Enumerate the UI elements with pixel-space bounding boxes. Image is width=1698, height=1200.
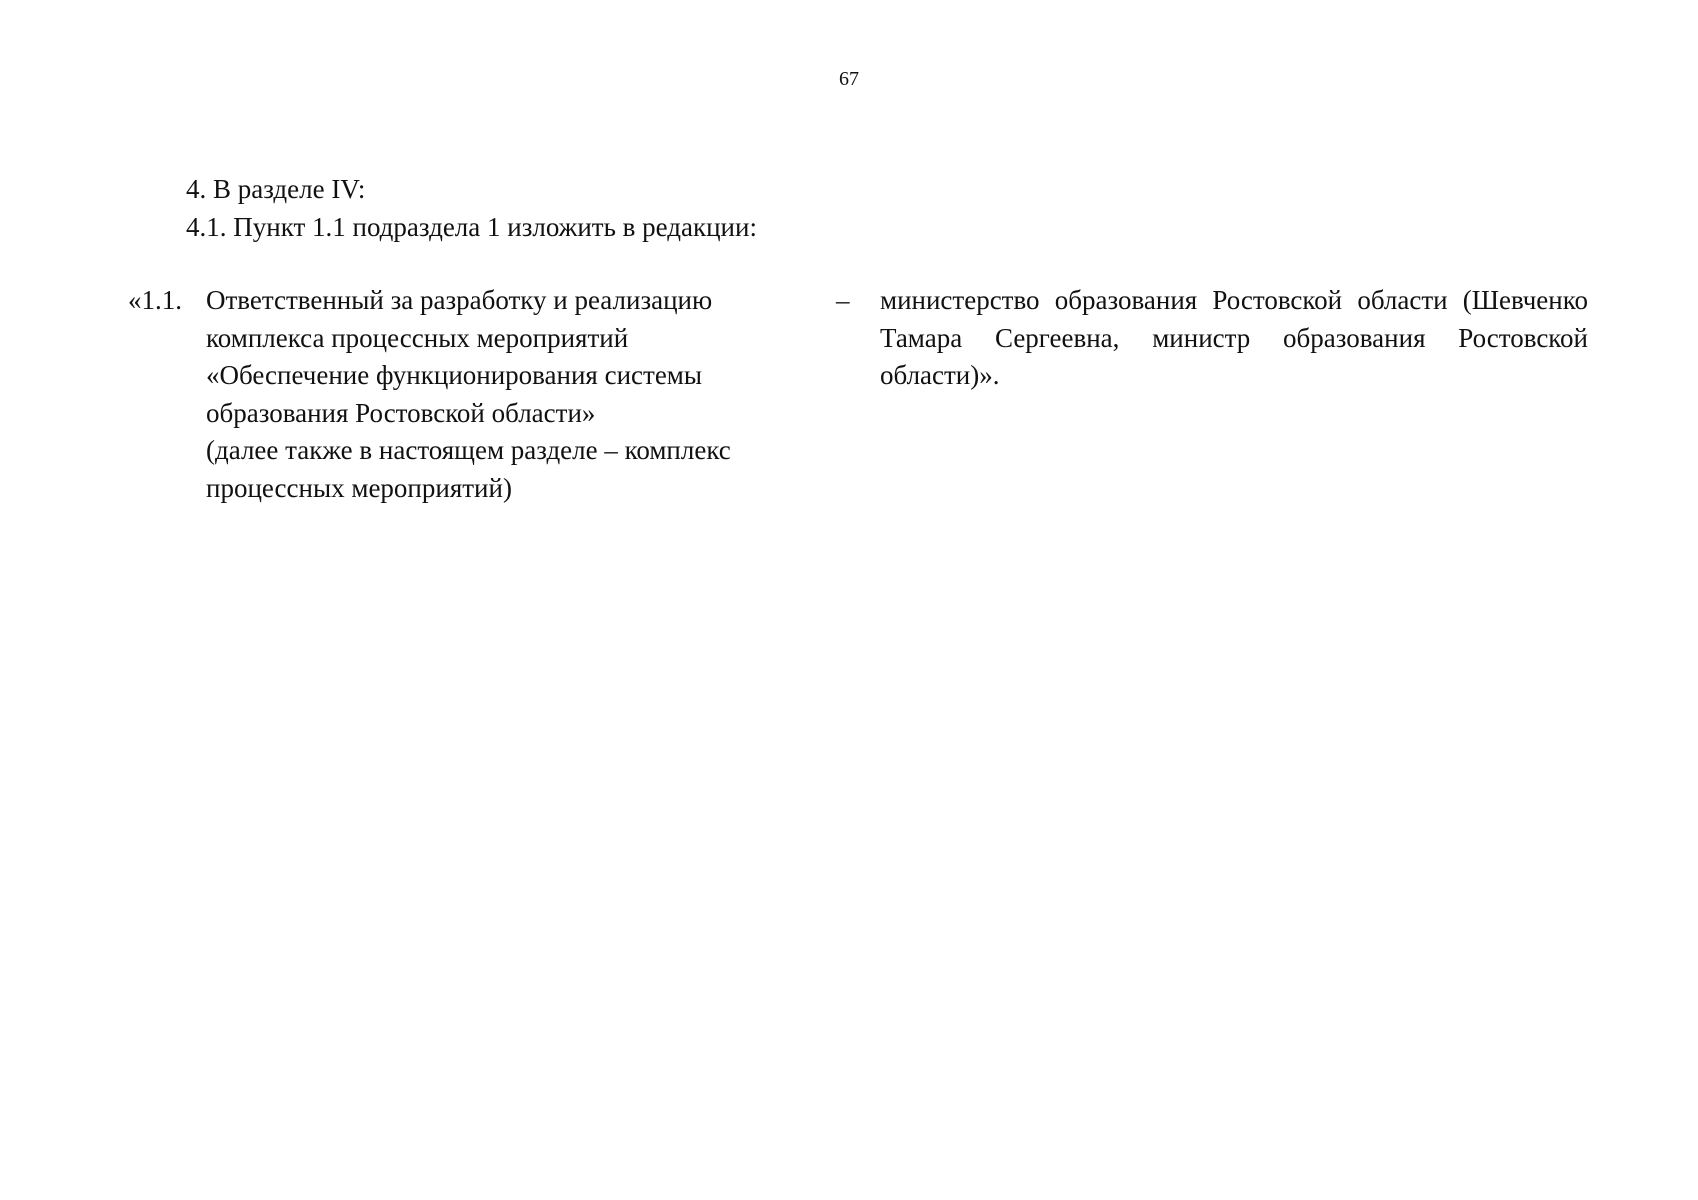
item-number: «1.1. — [128, 285, 182, 315]
item-description — [206, 282, 796, 507]
subsection-heading: 4.1. Пункт 1.1 подраздела 1 изложить в редакции: — [186, 212, 757, 242]
item-responsible-party: министерство образования Ростовской области (Шевченко Тамара Сергеевна, министр образования Ростовской области)». — [880, 285, 1588, 390]
item-description-line: процессных мероприятий) — [206, 472, 512, 503]
item-description-line: комплекса процессных мероприятий — [206, 322, 629, 353]
item-description-line: Ответственный за разработку и реализацию — [206, 285, 713, 315]
item-dash: – — [836, 285, 850, 315]
page-number: 67 — [839, 68, 859, 90]
section-heading: 4. В разделе IV: — [186, 174, 366, 204]
item-description-line: образования Ростовской области» — [206, 397, 596, 428]
item-description-line: «Обеспечение функционирования системы — [206, 360, 703, 390]
item-description-line: (далее также в настоящем разделе – комплекс — [206, 435, 731, 465]
